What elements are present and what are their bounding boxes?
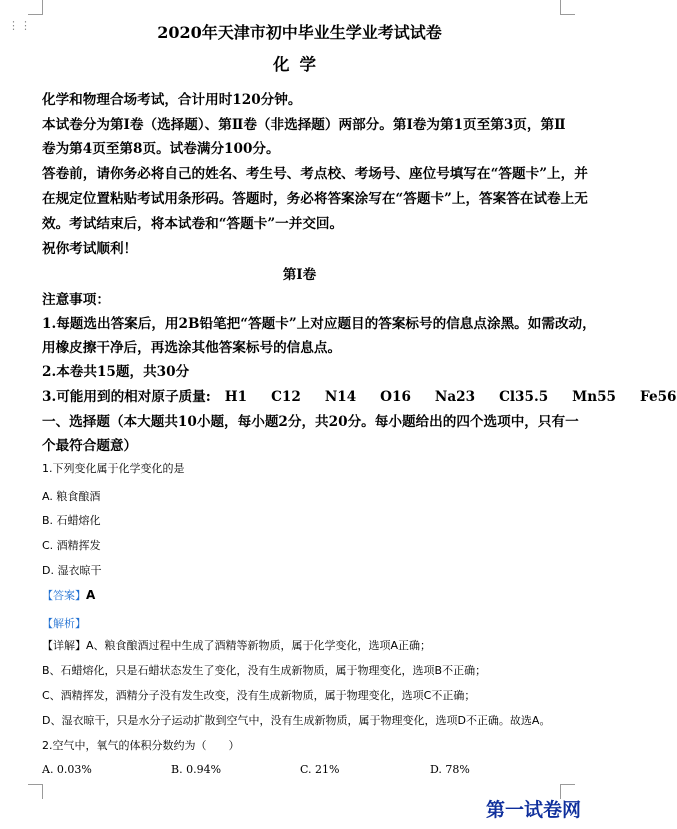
question-option: A. 粮食酿酒 bbox=[42, 490, 101, 503]
question-option: C. 21% bbox=[300, 763, 340, 776]
notes-line: 用橡皮擦干净后，再选涂其他答案标号的信息点。 bbox=[42, 340, 342, 356]
atomic-mass: Fe56 bbox=[640, 389, 677, 405]
detail-line bbox=[42, 637, 431, 653]
question-stem: 2.空气中，氧气的体积分数约为（ ） bbox=[42, 739, 240, 752]
question-option: B. 0.94% bbox=[171, 763, 222, 776]
crop-mark-bottom-left bbox=[28, 784, 43, 799]
intro-line: 化学和物理合场考试，合计用时120分钟。 bbox=[42, 92, 302, 108]
atomic-mass: O16 bbox=[380, 389, 411, 405]
question-stem: 1.下列变化属于化学变化的是 bbox=[42, 462, 185, 475]
question-option: D. 78% bbox=[430, 763, 470, 776]
answer-line bbox=[42, 587, 95, 603]
detail-line: C、酒精挥发，酒精分子没有发生改变，没有生成新物质，属于物理变化，选项C不正确； bbox=[42, 689, 476, 702]
subject-title: 化学 bbox=[273, 55, 326, 74]
exam-title: 2020年天津市初中毕业生学业考试试卷 bbox=[157, 23, 442, 42]
intro-line: 卷为第4页至第8页。试卷满分100分。 bbox=[42, 141, 280, 157]
intro-line: 祝你考试顺利！ bbox=[42, 241, 138, 257]
answer-value: A bbox=[86, 588, 96, 602]
atomic-mass: Cl35.5 bbox=[499, 389, 549, 405]
intro-line: 在规定位置粘贴考试用条形码。答题时，务必将答案涂写在“答题卡”上，答案答在试卷上无 bbox=[42, 191, 588, 207]
atomic-masses-line bbox=[42, 385, 677, 405]
atomic-mass: N14 bbox=[324, 389, 357, 405]
part-one-heading: 一、选择题（本大题共10小题，每小题2分，共20分。每小题给出的四个选项中，只有一 bbox=[42, 414, 579, 430]
answer-tag: 【答案】 bbox=[42, 589, 86, 602]
notes-heading: 注意事项： bbox=[42, 292, 110, 308]
crop-mark-top-left bbox=[28, 0, 43, 15]
analysis-tag: 【解析】 bbox=[42, 617, 86, 630]
question-option: C. 酒精挥发 bbox=[42, 539, 101, 552]
notes-line: 2.本卷共15题，共30分 bbox=[42, 364, 190, 380]
detail-line: B、石蜡熔化，只是石蜡状态发生了变化，没有生成新物质，属于物理变化，选项B不正确； bbox=[42, 664, 487, 677]
intro-line: 本试卷分为第Ⅰ卷（选择题）、第Ⅱ卷（非选择题）两部分。第Ⅰ卷为第1页至第3页，第Ⅱ bbox=[42, 117, 566, 133]
atomic-mass: Mn55 bbox=[572, 389, 617, 405]
atomic-masses-label: 3.可能用到的相对原子质量: bbox=[42, 389, 211, 405]
intro-line: 效。考试结束后，将本试卷和“答题卡”一并交回。 bbox=[42, 216, 344, 232]
atomic-mass: Na23 bbox=[434, 389, 476, 405]
drag-handle-icon[interactable]: ⋮⋮ bbox=[8, 19, 32, 32]
crop-mark-top-right bbox=[560, 0, 575, 15]
question-option: B. 石蜡熔化 bbox=[42, 514, 101, 527]
part-one-heading: 个最符合题意） bbox=[42, 438, 138, 454]
notes-line: 1.每题选出答案后，用2B铅笔把“答题卡”上对应题目的答案标号的信息点涂黑。如需改动， bbox=[42, 316, 596, 332]
intro-line: 答卷前，请你务必将自己的姓名、考生号、考点校、考场号、座位号填写在“答题卡”上，并 bbox=[42, 166, 588, 182]
detail-text: A、粮食酿酒过程中生成了酒精等新物质，属于化学变化，选项A正确； bbox=[86, 639, 432, 652]
detail-tag: 【详解】 bbox=[42, 639, 86, 652]
site-watermark: 第一试卷网 bbox=[486, 799, 582, 821]
atomic-mass: C12 bbox=[271, 389, 301, 405]
detail-line: D、湿衣晾干，只是水分子运动扩散到空气中，没有生成新物质，属于物理变化，选项D不正确。故选A。 bbox=[42, 714, 551, 727]
atomic-mass: H1 bbox=[224, 389, 248, 405]
question-option: D. 湿衣晾干 bbox=[42, 564, 102, 577]
question-option: A. 0.03% bbox=[42, 763, 92, 776]
section-title: 第Ⅰ卷 bbox=[282, 267, 317, 283]
